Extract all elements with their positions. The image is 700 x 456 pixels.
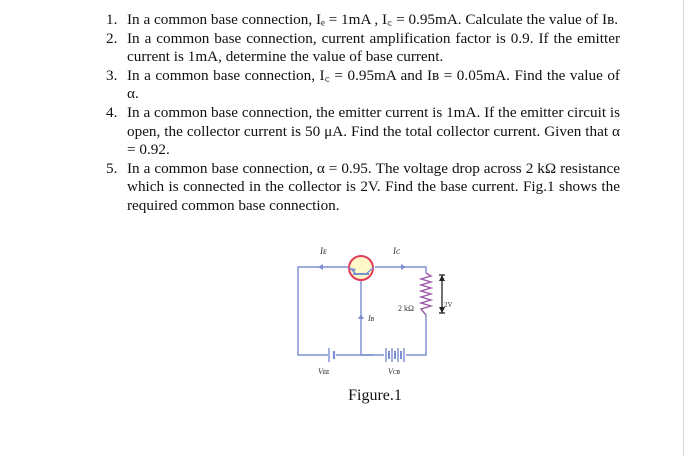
resistor-label: 2 kΩ bbox=[398, 304, 414, 313]
voltage-label: 2V bbox=[444, 301, 453, 309]
problem-number: 2. bbox=[106, 29, 118, 47]
problem-text: In a common base connection, current amplification factor is 0.9. If the emitter current is 1mA, determine the value of base current. bbox=[127, 29, 620, 66]
ie-arrow-icon bbox=[318, 264, 323, 270]
problem-number: 4. bbox=[106, 103, 118, 121]
figure-caption: Figure.1 bbox=[348, 387, 402, 404]
vee-battery-symbol bbox=[329, 348, 334, 362]
vcb-label: Vᴄʙ bbox=[388, 367, 400, 376]
problem-item bbox=[106, 160, 620, 216]
common-base-circuit-figure bbox=[288, 241, 468, 391]
problem-text: In a common base connection, I꜀ = 0.95mA and Iʙ = 0.05mA. Find the value of α. bbox=[127, 66, 620, 103]
transistor-ring bbox=[349, 256, 373, 280]
right-edge-rule bbox=[683, 0, 684, 456]
resistor-symbol bbox=[421, 273, 431, 315]
voltage-arrow-up-icon bbox=[439, 275, 445, 281]
emitter-wire bbox=[298, 267, 348, 355]
problem-item bbox=[106, 11, 620, 30]
problem-number: 3. bbox=[106, 66, 118, 84]
circuit-diagram bbox=[288, 241, 468, 391]
collector-return-wire bbox=[406, 315, 426, 355]
ie-label: Iᴇ bbox=[320, 246, 327, 256]
problem-number: 1. bbox=[106, 11, 118, 28]
problem-number: 5. bbox=[106, 159, 118, 177]
ib-arrow-icon bbox=[358, 314, 364, 319]
transistor-symbol bbox=[349, 256, 374, 280]
vee-label: Vᴇᴇ bbox=[318, 367, 330, 376]
ic-arrow-icon bbox=[401, 264, 406, 270]
ib-label: Iʙ bbox=[368, 314, 375, 323]
problem-item bbox=[106, 30, 620, 67]
collector-wire bbox=[375, 267, 426, 273]
problem-text: In a common base connection, the emitter current is 1mA. If the emitter circuit is open, the collector current is 50 μA. Find the total collector current. Given that α = 0.92. bbox=[127, 103, 620, 159]
ic-label: Iᴄ bbox=[393, 246, 401, 256]
problem-text: In a common base connection, Iₑ = 1mA , I꜀ = 0.95mA. Calculate the value of Iʙ. bbox=[127, 11, 619, 28]
problem-item bbox=[106, 104, 620, 160]
problem-item bbox=[106, 67, 620, 104]
vcb-battery-symbol bbox=[386, 348, 404, 362]
problem-text: In a common base connection, α = 0.95. The voltage drop across 2 kΩ resistance which is connected in the collector is 2V. Find the base current. Fig.1 shows the required common base connection. bbox=[127, 159, 620, 214]
problem-list bbox=[106, 11, 620, 216]
